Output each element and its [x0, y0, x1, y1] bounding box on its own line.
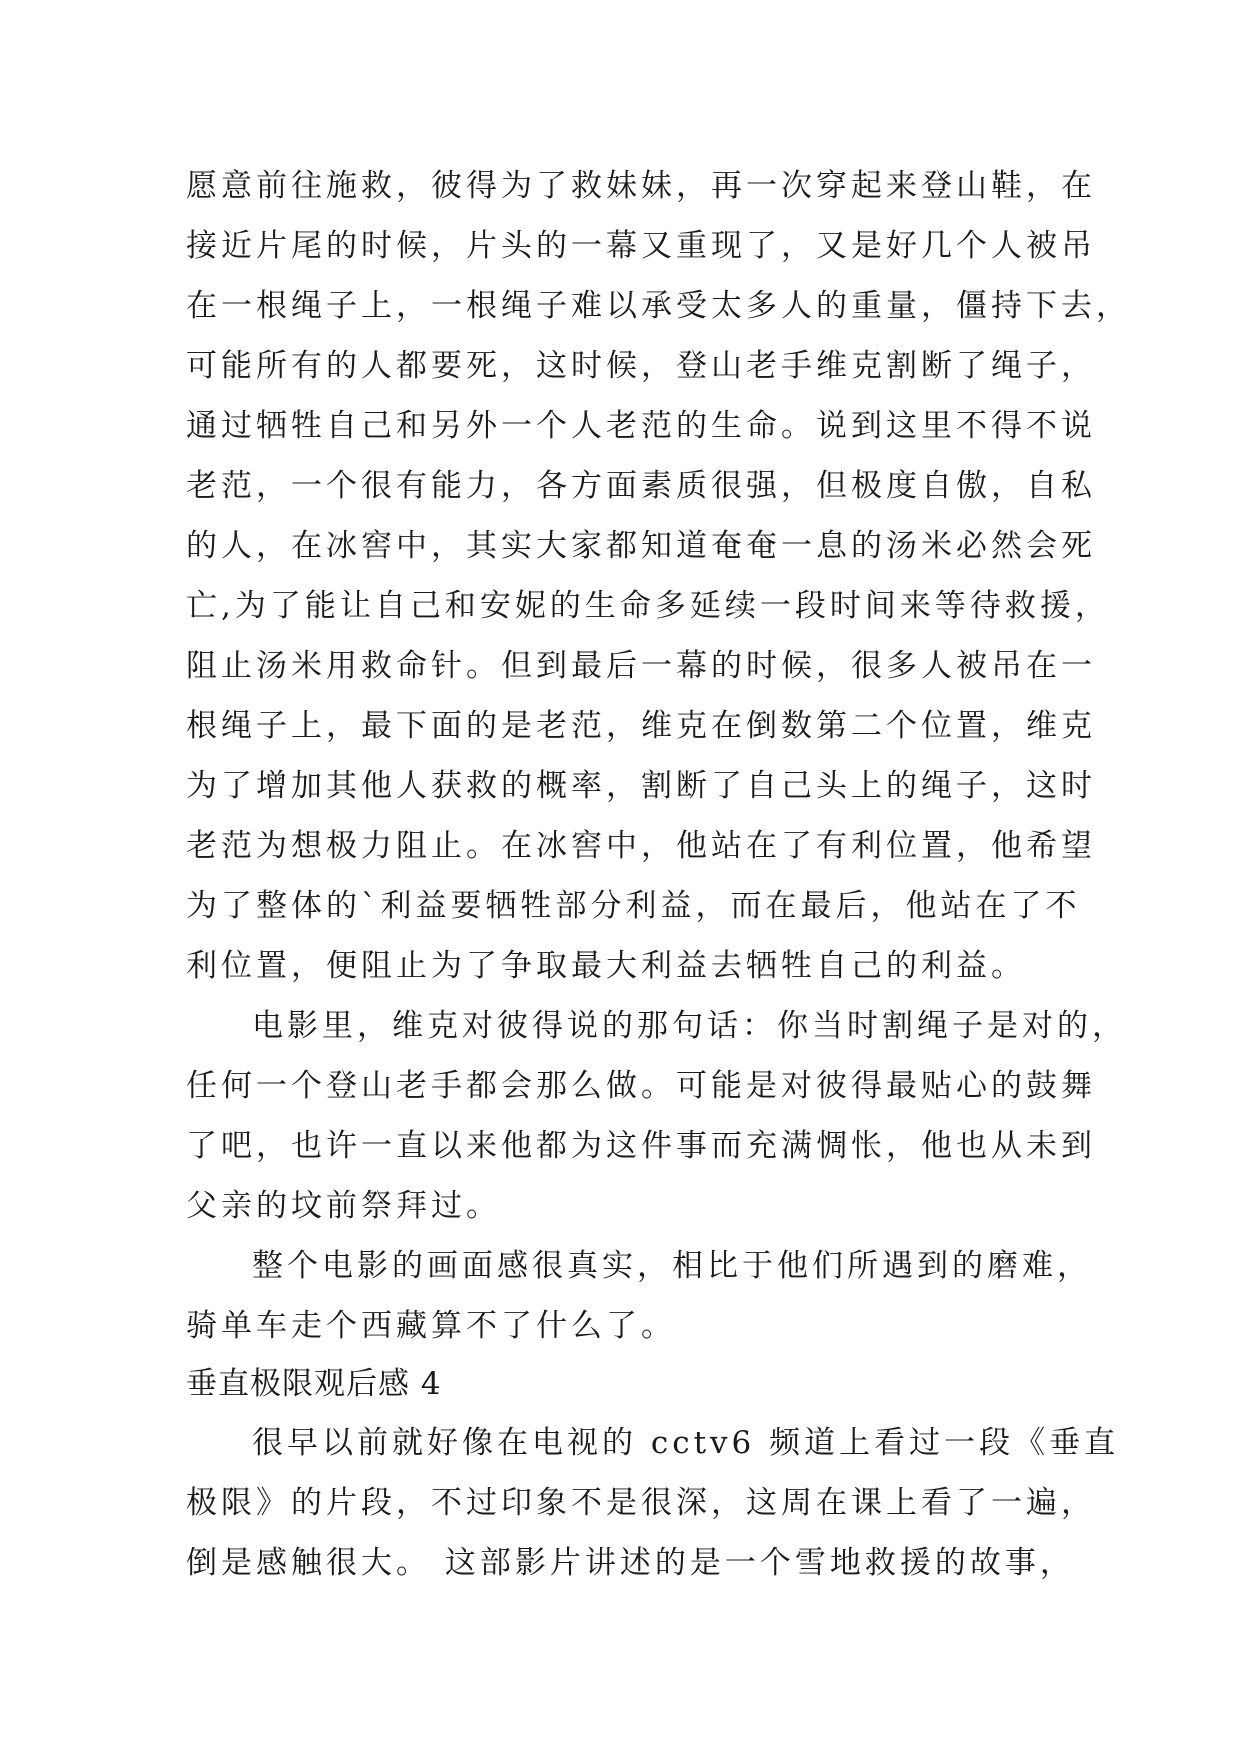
text-line: 老范为想极力阻止。在冰窖中，他站在了有利位置，他希望	[186, 828, 1096, 864]
paragraph-3	[186, 1236, 1092, 1356]
text-line: 利位置，便阻止为了争取最大利益去牺牲自己的利益。	[186, 948, 1026, 984]
text-line: 了吧，也许一直以来他都为这件事而充满惆怅，他也从未到	[186, 1128, 1096, 1164]
text-line: 极限》的片段，不过印象不是很深，这周在课上看了一遍，	[186, 1485, 1096, 1521]
document-body	[186, 156, 1131, 1593]
text-line: 很早以前就好像在电视的 cctv6 频道上看过一段《垂直	[252, 1425, 1120, 1461]
text-line: 可能所有的人都要死，这时候，登山老手维克割断了绳子，	[186, 348, 1096, 384]
text-line: 根绳子上，最下面的是老范，维克在倒数第二个位置，维克	[186, 708, 1096, 744]
text-line: 老范，一个很有能力，各方面素质很强，但极度自傲，自私	[186, 468, 1096, 504]
text-line: 在一根绳子上，一根绳子难以承受太多人的重量，僵持下去，	[186, 288, 1131, 324]
text-line: 倒是感触很大。 这部影片讲述的是一个雪地救援的故事，	[186, 1545, 1075, 1581]
paragraph-1	[186, 156, 1131, 996]
text-line: 愿意前往施救，彼得为了救妹妹，再一次穿起来登山鞋，在	[186, 168, 1096, 204]
text-line: 阻止汤米用救命针。但到最后一幕的时候，很多人被吊在一	[186, 648, 1096, 684]
paragraph-4	[186, 1413, 1120, 1593]
paragraph-2	[186, 996, 1127, 1236]
text-line: 为了整体的`利益要牺牲部分利益，而在最后，他站在了不	[186, 888, 1081, 924]
text-line: 骑单车走个西藏算不了什么了。	[186, 1308, 676, 1344]
text-line: 电影里，维克对彼得说的那句话：你当时割绳子是对的，	[252, 1008, 1127, 1044]
text-line: 整个电影的画面感很真实，相比于他们所遇到的磨难，	[252, 1248, 1092, 1284]
text-line: 通过牺牲自己和另外一个人老范的生命。说到这里不得不说	[186, 408, 1096, 444]
text-line: 任何一个登山老手都会那么做。可能是对彼得最贴心的鼓舞	[186, 1068, 1096, 1104]
text-line: 父亲的坟前祭拜过。	[186, 1188, 501, 1224]
text-line: 接近片尾的时候，片头的一幕又重现了，又是好几个人被吊	[186, 228, 1096, 264]
text-line: 亡,为了能让自己和安妮的生命多延续一段时间来等待救援，	[186, 588, 1110, 624]
section-heading	[186, 1356, 1071, 1413]
text-line: 的人，在冰窖中，其实大家都知道奄奄一息的汤米必然会死	[186, 528, 1096, 564]
text-line: 为了增加其他人获救的概率，割断了自己头上的绳子，这时	[186, 768, 1096, 804]
section-heading-text: 垂直极限观后感 4	[186, 1366, 442, 1402]
